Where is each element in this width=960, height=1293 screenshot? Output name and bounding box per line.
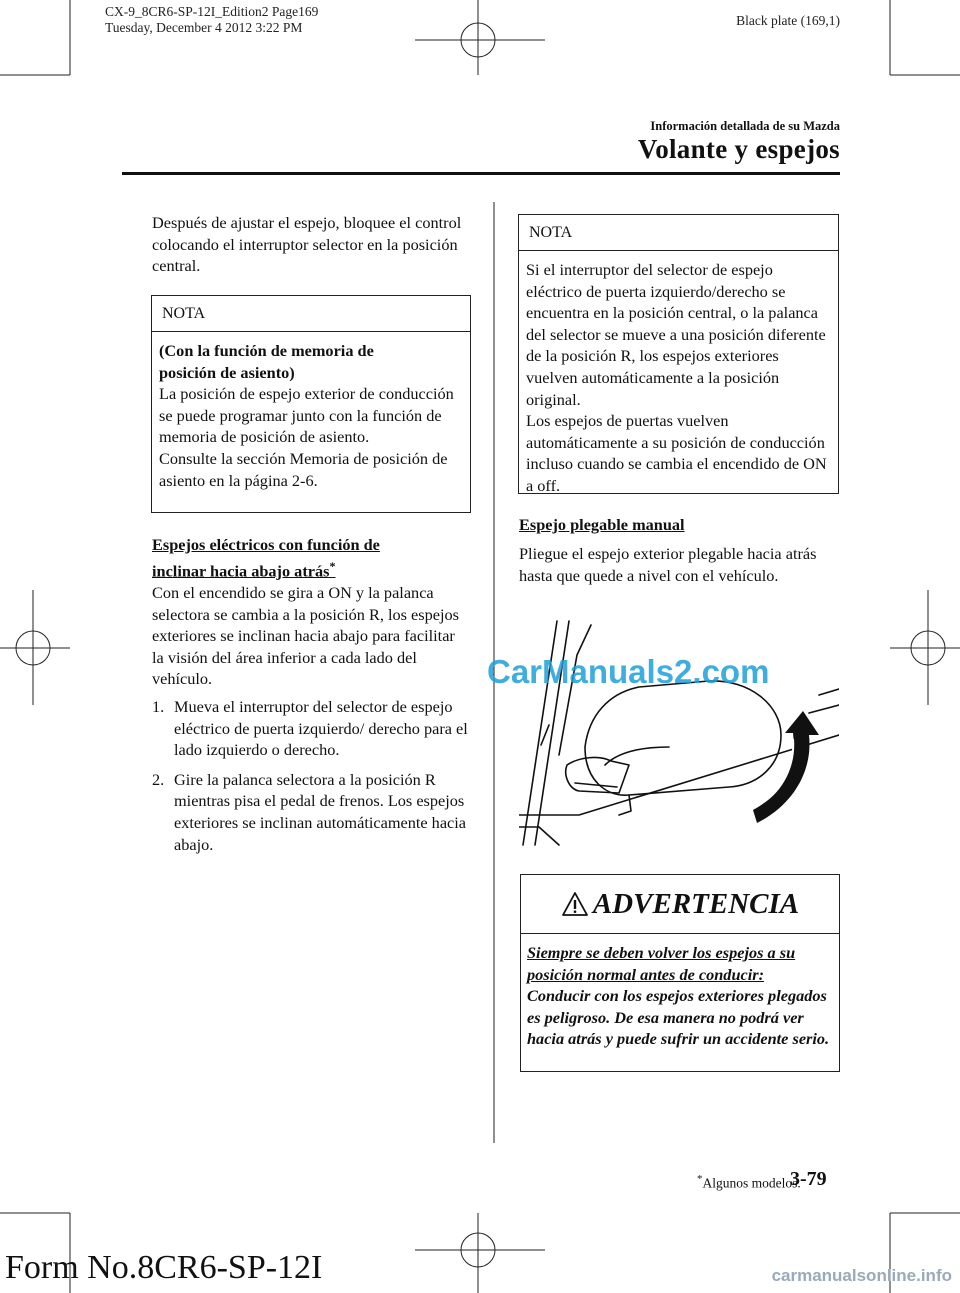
plate-label: Black plate (169,1) <box>736 13 840 28</box>
note-body <box>519 251 838 505</box>
note-body <box>152 332 470 499</box>
list-item <box>152 696 472 761</box>
asterisk-icon: * <box>697 1173 703 1185</box>
asterisk-icon: * <box>329 558 336 573</box>
warning-title: ADVERTENCIA <box>592 887 800 920</box>
note-text2: Los espejos de puertas vuelven automáticamente a su posición de conducción incluso cuando se cambia el encendido de ON a off. <box>526 411 827 495</box>
warning-body <box>521 934 839 1058</box>
intro-paragraph: Después de ajustar el espejo, bloquee el control colocando el interruptor selector en la posición central. <box>152 213 462 276</box>
form-number: Form No.8CR6-SP-12I <box>5 1249 323 1286</box>
section-title: Volante y espejos <box>637 134 840 164</box>
tilt-paragraph: Con el encendido se gira a ON y la palanca selectora se cambia a la posición R, los espejos exteriores se inclinan hacia abajo para facilitar la visión del área inferior a cada lado del vehículo. <box>152 583 459 689</box>
note-label: NOTA <box>152 296 470 332</box>
subhead-manual-folding: Espejo plegable manual <box>519 515 685 534</box>
subhead-line2: inclinar hacia abajo atrás <box>152 561 330 581</box>
folding-paragraph: Pliegue el espejo exterior plegable hacia atrás hasta que quede a nivel con el vehículo. <box>519 544 817 585</box>
list-item <box>152 769 472 855</box>
warning-box <box>520 874 840 1072</box>
warning-icon <box>561 891 589 917</box>
step-number: 2. <box>152 769 165 789</box>
note-box-right <box>518 214 839 494</box>
print-header-line1: CX-9_8CR6-SP-12I_Edition2 Page169 <box>105 4 319 19</box>
warning-underlined: Siempre se deben volver los espejos a su posición normal antes de conducir: <box>527 943 796 984</box>
header-rule <box>122 172 840 175</box>
footer-note <box>697 1173 801 1192</box>
note-text2: Consulte la sección Memoria de posición de asiento en la página 2-6. <box>159 448 448 490</box>
print-header-line2: Tuesday, December 4 2012 3:22 PM <box>105 20 303 35</box>
subhead-power-mirrors <box>152 534 472 582</box>
warning-title-row <box>521 875 839 934</box>
watermark-bottom: carmanualsonline.info <box>771 1266 952 1285</box>
mirror-illustration <box>519 615 839 850</box>
section-small-title: Información detallada de su Mazda <box>650 119 840 133</box>
subhead-line1: Espejos eléctricos con función de <box>152 535 380 554</box>
note-bold-line1: (Con la función de memoria de <box>159 341 374 360</box>
footer-note-text: Algunos modelos. <box>702 1175 801 1191</box>
watermark-top: CarManuals2.com <box>487 653 770 690</box>
note-text: La posición de espejo exterior de conducción se puede programar junto con la función de memoria de posición de asiento. <box>159 384 454 447</box>
print-header <box>105 4 318 36</box>
note-box-left <box>151 295 471 513</box>
note-bold-line2: posición de asiento) <box>159 362 295 382</box>
page-number: 3-79 <box>790 1168 827 1190</box>
note-text1: Si el interruptor del selector de espejo eléctrico de puerta izquierdo/derecho se encuentra en la posición central, o la palanca del selector se mueve a una posición diferente de la posición R, los espejos exteriores vuelven automáticamente a la posición original. <box>526 260 826 409</box>
step-text: Mueva el interruptor del selector de espejo eléctrico de puerta izquierdo/ derecho para el lado izquierdo o derecho. <box>174 697 468 760</box>
steps-list <box>152 696 472 855</box>
warning-text: Conducir con los espejos exteriores plegados es peligroso. De esa manera no podrá ver hacia atrás y puede sufrir un accidente serio. <box>527 986 830 1049</box>
note-label: NOTA <box>519 215 838 251</box>
step-text: Gire la palanca selectora a la posición R mientras pisa el pedal de frenos. Los espejos exteriores se inclinan automáticamente hacia abajo. <box>174 769 467 854</box>
step-number: 1. <box>152 697 165 716</box>
